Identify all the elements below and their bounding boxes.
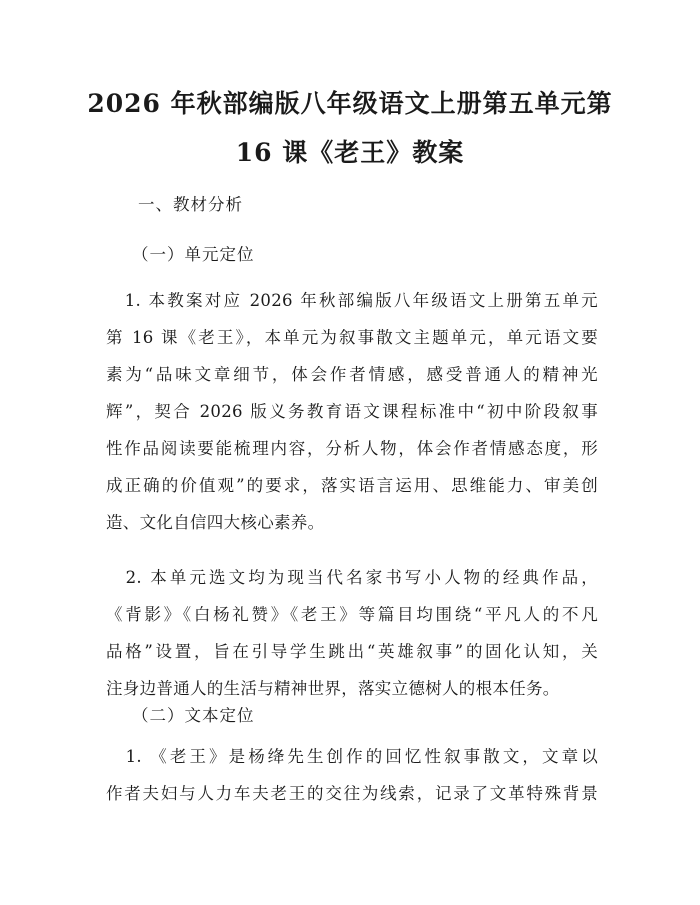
paragraph-unit-positioning-2 [106,559,598,707]
paragraph-line: 1. 《老王》是杨绛先生创作的回忆性叙事散文，文章以 [106,747,598,766]
section-heading-textbook-analysis: 一、教材分析 [138,195,243,214]
paragraph-line: 辉”，契合 2026 版义务教育语文课程标准中“初中阶段叙事 [106,402,598,421]
paragraph-line: 造、文化自信四大核心素养。 [106,513,325,532]
paragraph-line: 成正确的价值观”的要求，落实语言运用、思维能力、审美创 [106,476,598,495]
paragraph-line: 作者夫妇与人力车夫老王的交往为线索，记录了文革特殊背景 [106,784,598,803]
subsection-heading-text-positioning: （二）文本定位 [132,706,255,725]
paragraph-unit-positioning-1 [106,282,598,541]
paragraph-line: 注身边普通人的生活与精神世界，落实立德树人的根本任务。 [106,679,560,698]
document-title-line-1: 2026 年秋部编版八年级语文上册第五单元第 [87,89,613,118]
paragraph-line: 2. 本单元选文均为现当代名家书写小人物的经典作品， [106,568,598,587]
subsection-heading-unit-positioning: （一）单元定位 [132,245,255,264]
paragraph-line: 品格”设置，旨在引导学生跳出“英雄叙事”的固化认知，关 [106,642,598,661]
paragraph-line: 素为“品味文章细节，体会作者情感，感受普通人的精神光 [106,365,598,384]
paragraph-text-positioning-1 [106,738,598,812]
paragraph-line: 性作品阅读要能梳理内容，分析人物，体会作者情感态度，形 [106,439,598,458]
paragraph-line: 《背影》《白杨礼赞》《老王》等篇目均围绕“平凡人的不凡 [106,605,598,624]
paragraph-line: 1. 本教案对应 2026 年秋部编版八年级语文上册第五单元 [106,291,598,310]
document-title-line-2: 16 课《老王》教案 [235,138,465,167]
paragraph-line: 第 16 课《老王》，本单元为叙事散文主题单元，单元语文要 [106,328,598,347]
